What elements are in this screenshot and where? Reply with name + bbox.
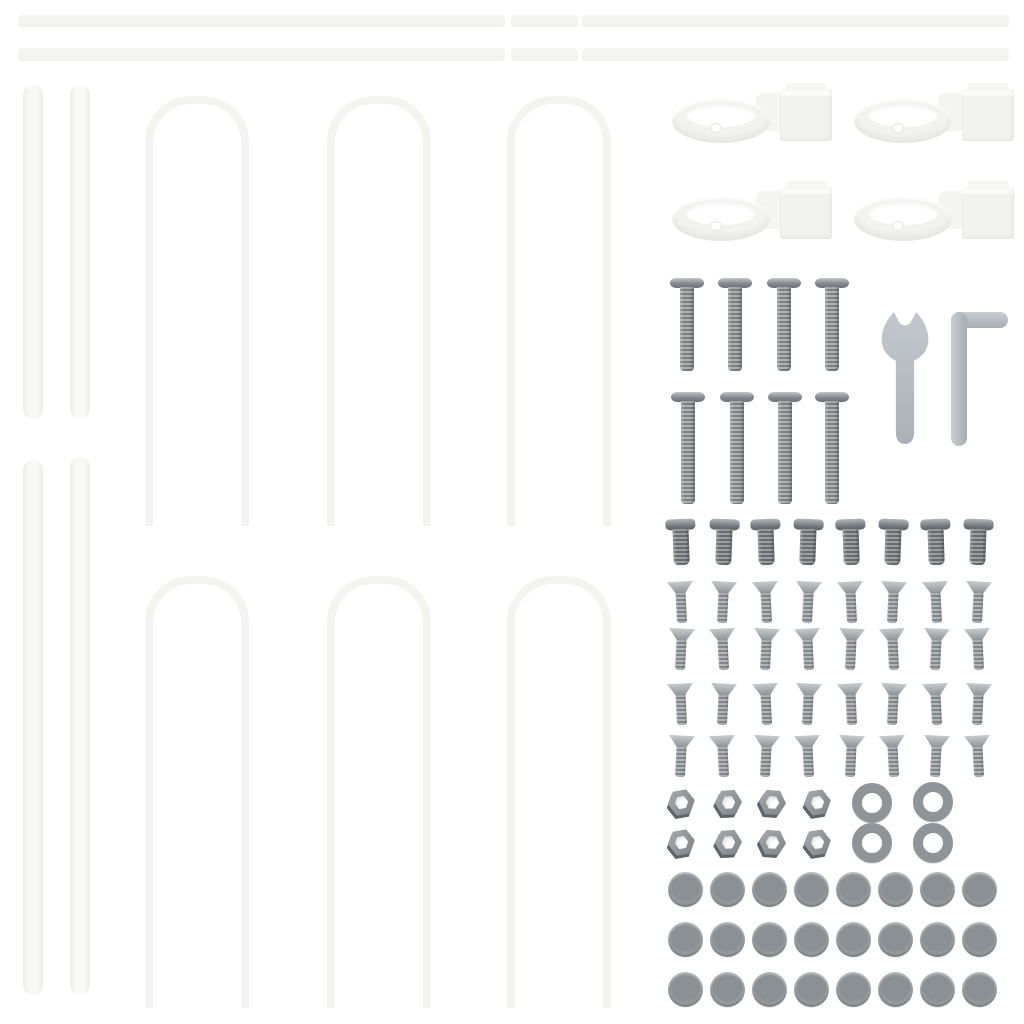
end-cap [962, 922, 997, 957]
end-cap [668, 922, 703, 957]
end-cap [710, 872, 745, 907]
end-cap [920, 972, 955, 1007]
end-cap [668, 972, 703, 1007]
end-cap [668, 872, 703, 907]
end-cap [920, 872, 955, 907]
end-cap [962, 972, 997, 1007]
end-cap [920, 922, 955, 957]
end-cap [836, 872, 871, 907]
end-cap [836, 972, 871, 1007]
end-cap [794, 972, 829, 1007]
end-cap [878, 972, 913, 1007]
end-cap [710, 922, 745, 957]
end-cap [878, 922, 913, 957]
end-cap [794, 922, 829, 957]
end-cap [836, 922, 871, 957]
end-cap [752, 872, 787, 907]
end-cap [752, 922, 787, 957]
end-cap [710, 972, 745, 1007]
end-cap [794, 872, 829, 907]
end-cap [752, 972, 787, 1007]
end-cap [878, 872, 913, 907]
end-cap [962, 872, 997, 907]
